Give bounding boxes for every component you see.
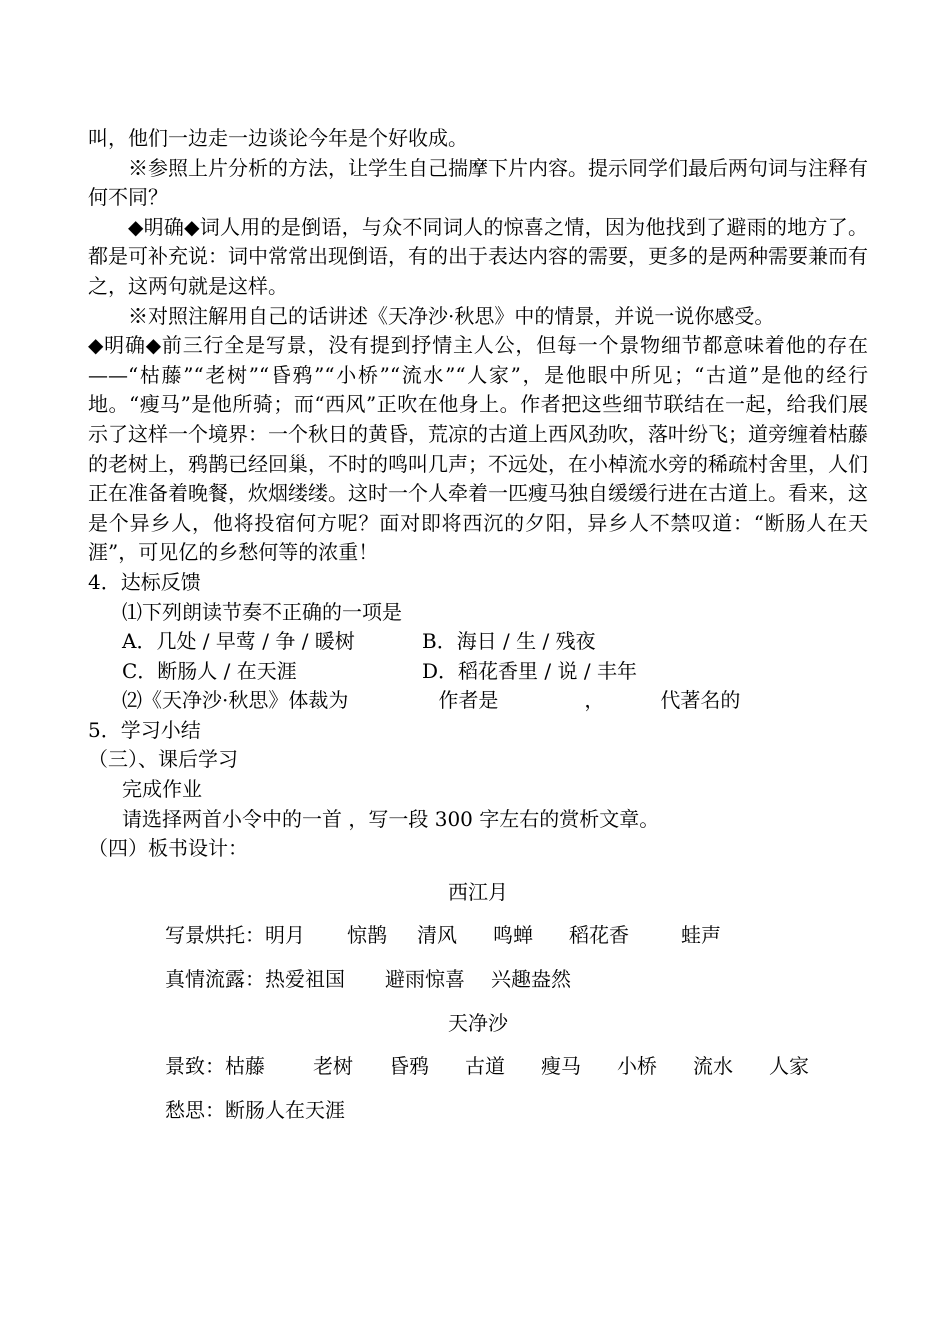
question-2-part-2: 作者是 — [438, 688, 499, 713]
option-d: D．稻花香里 / 说 / 丰年 — [422, 658, 637, 683]
after-class-line-2: 请选择两首小令中的一首 ，写一段 300 字左右的赏析文章。 — [122, 806, 660, 831]
board-row-3-item: 古道 — [465, 1054, 505, 1079]
paragraph-5: ◆明确◆前三行全是写景，没有提到抒情主人公，但每一个景物细节都意味着他的存在——“枯藤”“老树”“昏鸦”“小桥”“流水”“人家”，是他眼中所见；“古道”是他的经行地。“瘦马”是他所骑；而“西风”正吹在他身上。作者把这些细节联结在一起，给我们展示了这样一个境界：一个秋日的黄昏，荒凉的古道上西风劲吹，落叶纷飞；道旁缠着枯藤的老树上，鸦鹊已经回巢，不时的鸣叫几声；不远处，在小棹流水旁的稀疏村舍里，人们正在准备着晚餐，炊烟缕缕。这时一个人牵着一匹瘦马独自缓缓行进在古道上。看来，这是个异乡人，他将投宿何方呢？面对即将西沉的夕阳，异乡人不禁叹道：“断肠人在天涯”，可见亿的乡愁何等的浓重！ — [88, 333, 868, 565]
board-row-2-item: 避雨惊喜 — [385, 967, 465, 992]
question-2 — [88, 686, 868, 716]
question-2-part-1: ⑵《天净沙·秋思》体裁为 — [122, 688, 349, 713]
option-b: B．海日 / 生 / 残夜 — [422, 629, 596, 654]
answer-blank-2 — [498, 686, 584, 716]
document-page — [88, 124, 868, 1125]
question-1: ⑴下列朗读节奏不正确的一项是 — [122, 599, 402, 624]
board-row-1-item: 惊鹊 — [347, 923, 387, 948]
paragraph-1: 叫，他们一边走一边谈论今年是个好收成。 — [88, 126, 468, 150]
board-design-heading: （四）板书设计： — [88, 836, 248, 861]
board-row-3-item: 人家 — [769, 1054, 809, 1079]
question-2-part-3: ， — [584, 688, 605, 713]
board-row-1-item: 蛙声 — [681, 923, 721, 948]
board-title-xijiangyue: 西江月 — [448, 879, 508, 904]
board-row-3-item: 小桥 — [617, 1054, 657, 1079]
board-row-scenery — [88, 1052, 868, 1082]
board-row-4-text: 断肠人在天涯 — [225, 1097, 345, 1122]
board-row-1-item: 稻花香 — [569, 923, 629, 948]
board-row-1-item: 明月 — [265, 923, 305, 948]
board-row-3-label: 景致： — [165, 1054, 225, 1079]
board-row-scenery-contrast — [88, 921, 868, 951]
answer-blank-3 — [604, 686, 660, 716]
board-row-3-item: 流水 — [693, 1054, 733, 1079]
paragraph-3: ◆明确◆词人用的是倒语，与众不同词人的惊喜之情，因为他找到了避雨的地方了。都是可补充说：词中常常出现倒语，有的出于表达内容的需要，更多的是两种需要兼而有之，这两句就是这样。 — [88, 214, 868, 298]
board-row-true-feelings — [88, 965, 868, 995]
board-row-1-label: 写景烘托： — [165, 923, 265, 948]
options-row-1 — [88, 627, 868, 657]
board-row-3-item: 老树 — [313, 1054, 353, 1079]
after-class-line-1: 完成作业 — [122, 777, 202, 802]
board-row-sorrow — [88, 1096, 868, 1126]
section-5-heading: 5．学习小结 — [88, 717, 201, 742]
board-row-2-label: 真情流露： — [165, 967, 265, 992]
board-row-2-item: 兴趣盎然 — [491, 967, 571, 992]
board-row-3-item: 枯藤 — [225, 1054, 265, 1079]
paragraph-2: ※参照上片分析的方法，让学生自己揣摩下片内容。提示同学们最后两句词与注释有何不同？ — [88, 155, 868, 210]
board-row-2-item: 热爱祖国 — [265, 967, 345, 992]
board-row-3-item: 昏鸦 — [389, 1054, 429, 1079]
options-row-2 — [88, 657, 868, 687]
option-c: C．断肠人 / 在天涯 — [122, 658, 297, 683]
option-a: A．几处 / 早莺 / 争 / 暖树 — [122, 629, 355, 654]
board-row-1-item: 清风 — [417, 923, 457, 948]
section-4-heading: 4．达标反馈 — [88, 569, 201, 594]
board-row-4-label: 愁思： — [165, 1097, 225, 1122]
board-row-1-item: 鸣蝉 — [493, 923, 533, 948]
board-title-tianjingsha: 天净沙 — [448, 1010, 508, 1035]
paragraph-4: ※对照注解用自己的话讲述《天净沙·秋思》中的情景，并说一说你感受。 — [128, 303, 775, 328]
question-2-part-4: 代著名的 — [660, 688, 741, 713]
answer-blank-1 — [348, 686, 438, 716]
board-row-3-item: 瘦马 — [541, 1054, 581, 1079]
after-class-heading: （三）、课后学习 — [88, 747, 238, 772]
